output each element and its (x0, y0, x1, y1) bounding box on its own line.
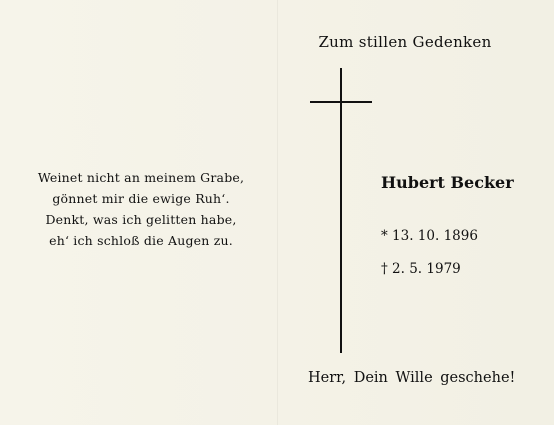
closing-motto: Herr, Dein Wille geschehe! (308, 370, 516, 386)
poem-line-4: eh‘ ich schloß die Augen zu. (49, 233, 233, 248)
poem-line-2: gönnet mir die ewige Ruh‘. (52, 191, 230, 206)
cross-horizontal-bar (310, 101, 372, 103)
death-date: † 2. 5. 1979 (381, 261, 461, 277)
deceased-name: Hubert Becker (381, 173, 514, 192)
poem (28, 167, 254, 251)
card-fold (277, 0, 278, 425)
poem-line-3: Denkt, was ich gelitten habe, (45, 212, 237, 227)
cross-vertical-bar (340, 68, 342, 353)
poem-line-1: Weinet nicht an meinem Grabe, (37, 170, 245, 185)
memorial-heading: Zum stillen Gedenken (318, 33, 492, 51)
birth-date: * 13. 10. 1896 (381, 228, 478, 244)
